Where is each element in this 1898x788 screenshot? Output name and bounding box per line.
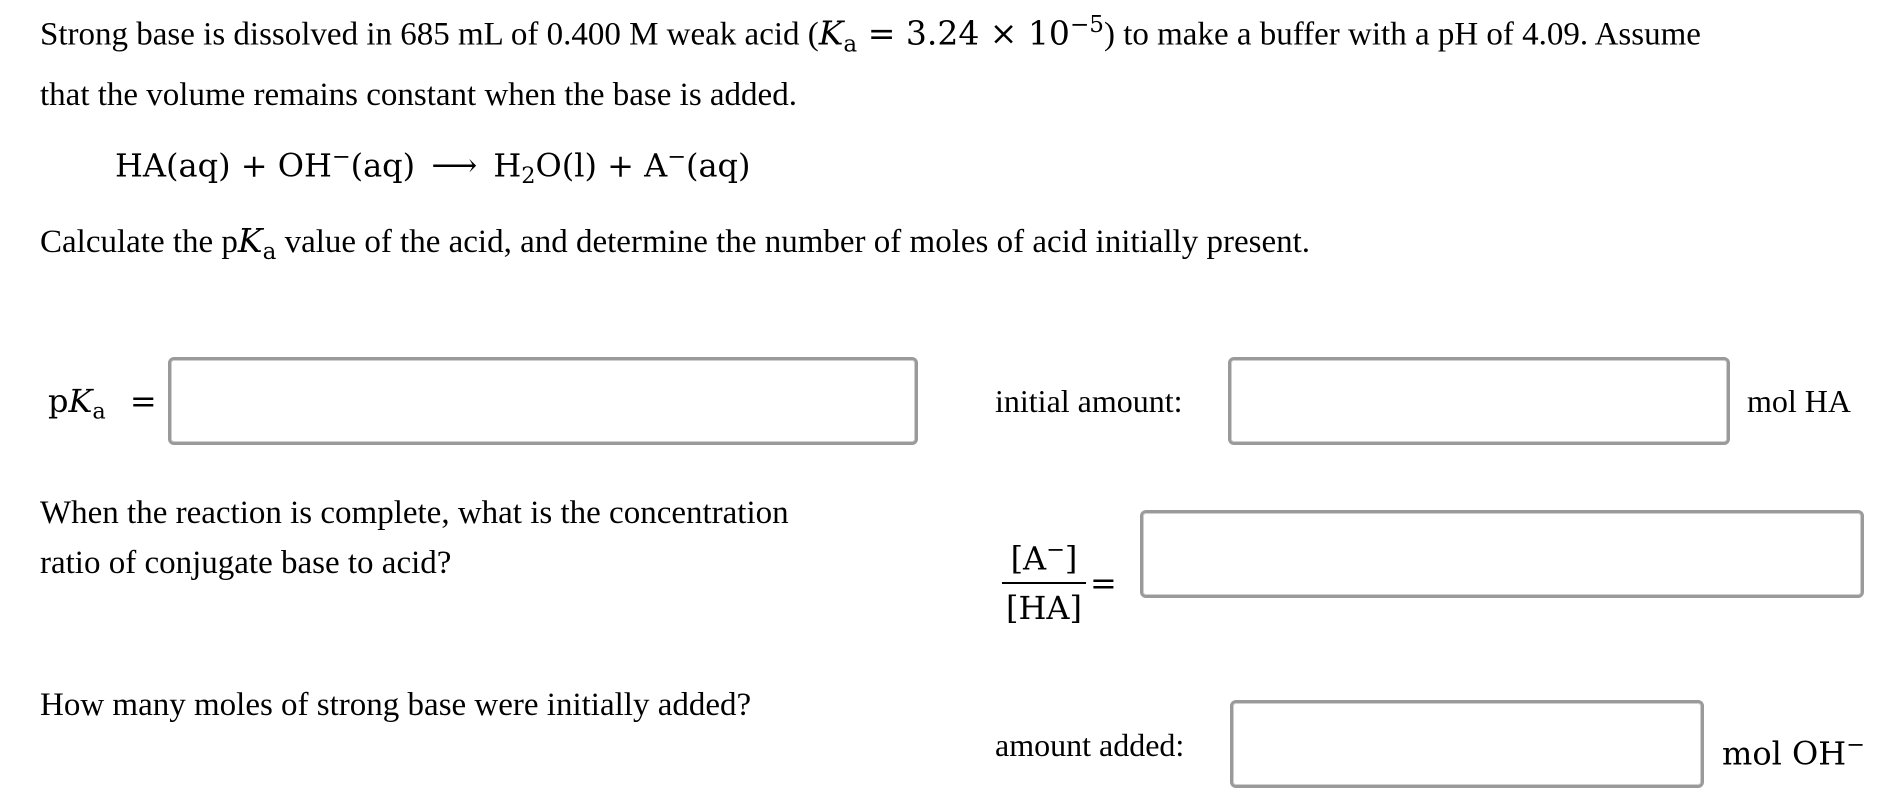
initial-amount-label: initial amount: [995,383,1183,419]
initial-amount-unit: mol HA [1747,383,1851,419]
ratio-input[interactable] [1140,510,1864,598]
ratio-denominator: [HA] [1006,589,1082,628]
pka-input[interactable] [168,357,918,445]
initial-amount-input[interactable] [1228,357,1730,445]
amount-added-unit: mol OH− [1722,732,1865,773]
ratio-equals: = [1090,564,1117,602]
pka-label: $pK_a$ = [48,382,157,425]
fraction-bar [1002,582,1086,584]
problem-statement [40,0,1880,120]
problem-line-1: Strong base is dissolved in 685 mL of 0.400 M weak acid $(K_a = 3.24 \times 10^{-5})$ to make a buffer with a pH of 4.09. Assume [40,12,1701,58]
ratio-question: When the reaction is complete, what is the concentration ratio of conjugate base to acid? [40,495,789,581]
reaction-equation: HA(aq) + OH−(aq) ⟶ $H_2O(l) + A^-(aq)$ [115,144,751,190]
amount-added-label: amount added: [995,727,1185,763]
ratio-numerator: [A−] [1010,537,1078,578]
ratio-fraction [1002,528,1086,630]
reaction-arrow: ⟶ [431,146,478,185]
amount-added-input[interactable] [1230,700,1704,788]
problem-line-2: that the volume remains constant when the base is added. [40,76,797,113]
main-question: Calculate the $pK_a$ value of the acid, and determine the number of moles of acid initially present. [40,221,1311,265]
base-question: How many moles of strong base were initially added? [40,687,752,723]
